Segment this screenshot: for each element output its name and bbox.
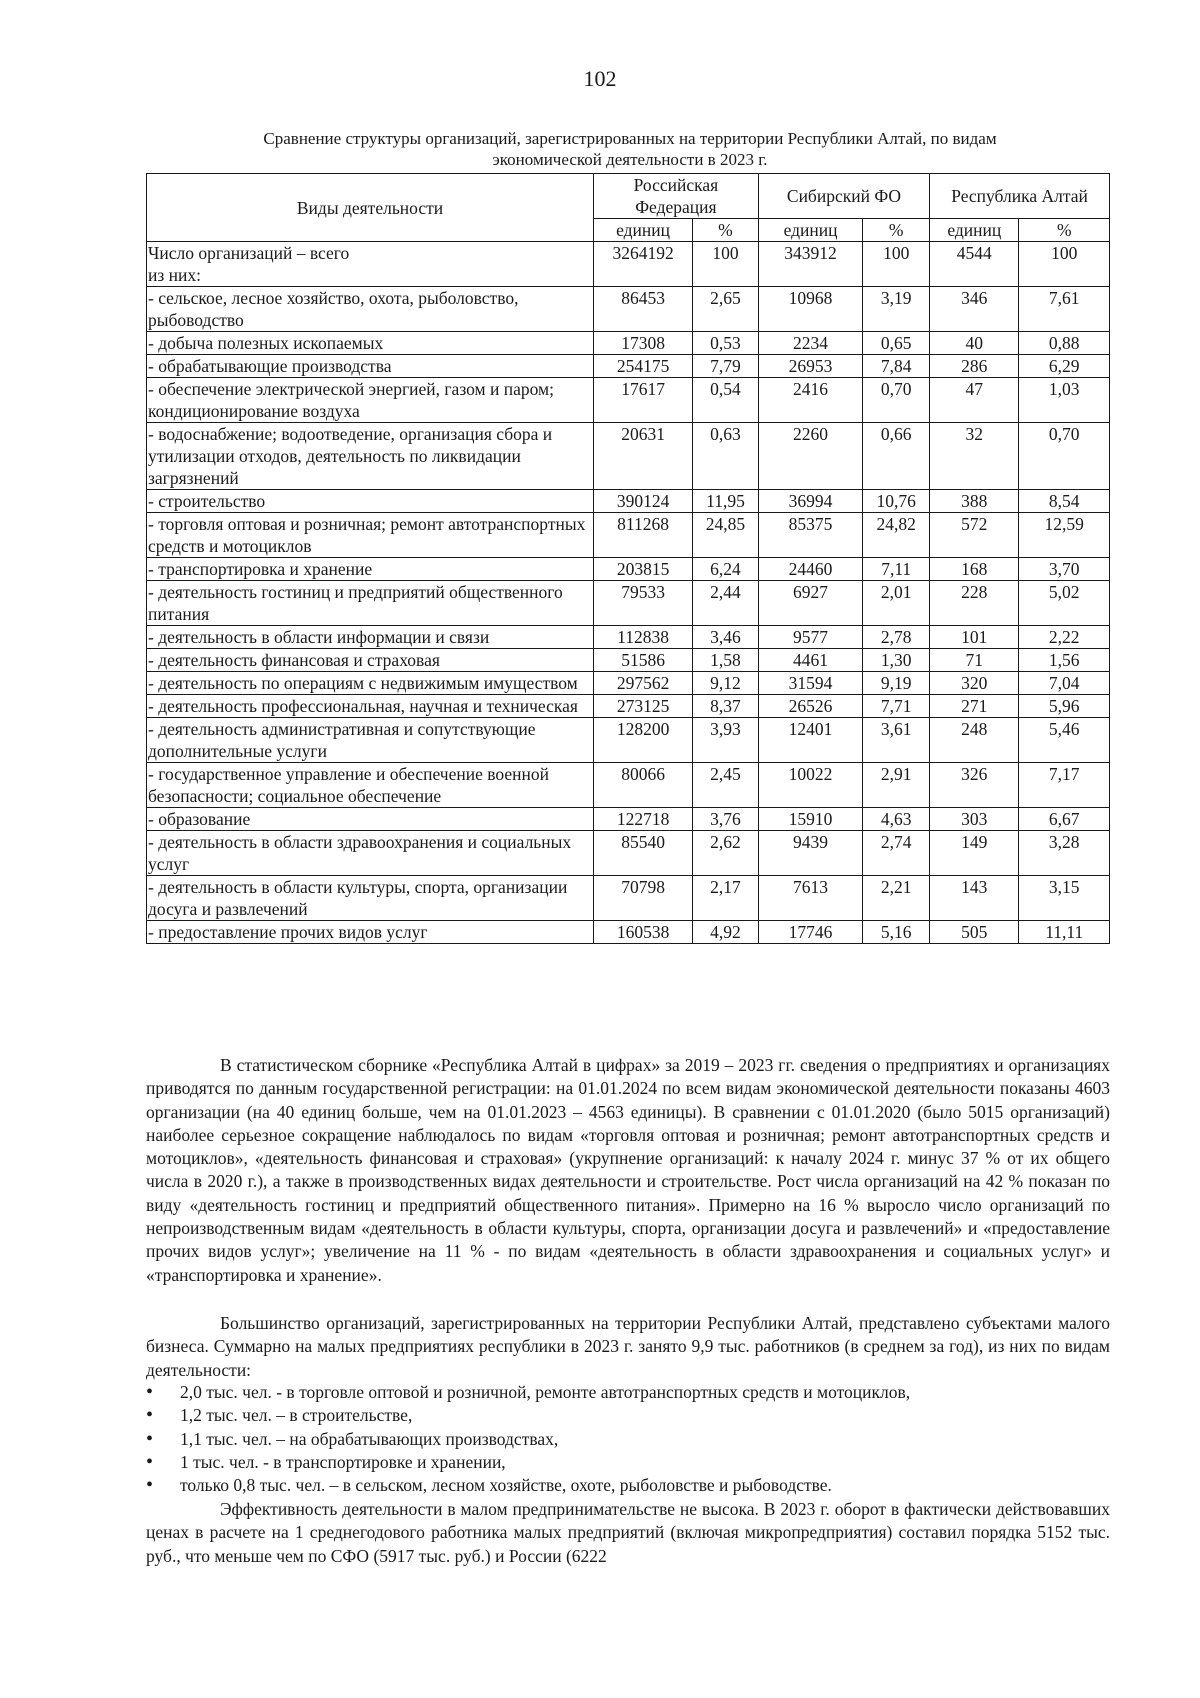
header-altai-republic: Республика Алтай (930, 174, 1110, 219)
rf-units-cell: 80066 (594, 763, 693, 808)
ra-percent-cell: 5,02 (1019, 581, 1110, 626)
rf-units-cell: 273125 (594, 695, 693, 718)
ra-percent-cell: 11,11 (1019, 921, 1110, 944)
table-row (147, 490, 1110, 513)
table-row (147, 626, 1110, 649)
table-row (147, 921, 1110, 944)
activity-cell: - деятельность финансовая и страховая (147, 649, 594, 672)
paragraph-1-text: В статистическом сборнике «Республика Алтай в цифрах» за 2019 – 2023 гг. сведения о предприятиях и организациях приводятся по данным государственной регистрации: на 01.01.2024 по всем видам экономической деятельности показаны 4603 организации (на 40 единиц больше, чем на 01.01.2023 – 4563 единицы). В сравнении с 01.01.2020 (было 5015 организаций) наиболее серьезное сокращение наблюдалось по видам «торговля оптовая и розничная; ремонт автотранспортных средств и мотоциклов», «деятельность финансовая и страховая» (укрупнение организаций: к началу 2024 г. минус 37 % от их общего числа в 2020 г.), а также в производственных видах деятельности и строительстве. Рост числа организаций на 42 % показан по виду «деятельность гостиниц и предприятий общественного питания». Примерно на 16 % выросло число организаций по непроизводственным видам «деятельность в области культуры, спорта, организации досуга и развлечений» и «предоставление прочих видов услуг»; увеличение на 11 % - по видам «деятельность в области здравоохранения и социальных услуг» и «транспортировка и хранение». (146, 1055, 1110, 1285)
activity-cell: - добыча полезных ископаемых (147, 332, 594, 355)
sfo-percent-cell: 0,70 (863, 378, 930, 423)
paragraph-1 (146, 1054, 1110, 1287)
paragraph-2 (146, 1312, 1110, 1382)
rf-percent-cell: 24,85 (693, 513, 759, 558)
rf-units-cell: 70798 (594, 876, 693, 921)
ra-percent-cell: 0,70 (1019, 423, 1110, 490)
table-title-line-2: экономической деятельности в 2023 г. (492, 150, 768, 169)
ra-units-cell: 346 (930, 287, 1019, 332)
rf-percent-cell: 6,24 (693, 558, 759, 581)
table-row (147, 718, 1110, 763)
rf-percent-cell: 11,95 (693, 490, 759, 513)
activity-cell: - строительство (147, 490, 594, 513)
sfo-units-cell: 2234 (758, 332, 862, 355)
sfo-units-cell: 7613 (758, 876, 862, 921)
table-row (147, 672, 1110, 695)
rf-units-cell: 128200 (594, 718, 693, 763)
rf-percent-cell: 7,79 (693, 355, 759, 378)
sfo-units-cell: 36994 (758, 490, 862, 513)
sfo-percent-cell: 0,65 (863, 332, 930, 355)
sfo-percent-cell: 2,78 (863, 626, 930, 649)
sfo-percent-cell: 4,63 (863, 808, 930, 831)
rf-units-cell: 297562 (594, 672, 693, 695)
ra-units-cell: 4544 (930, 242, 1019, 287)
sfo-units-cell: 31594 (758, 672, 862, 695)
rf-percent-cell: 8,37 (693, 695, 759, 718)
rf-percent-cell: 3,46 (693, 626, 759, 649)
statistics-table (146, 173, 1110, 944)
bullet-item: • 1,1 тыс. чел. – на обрабатывающих производствах, (146, 1428, 1110, 1451)
sfo-percent-cell: 0,66 (863, 423, 930, 490)
ra-units-cell: 32 (930, 423, 1019, 490)
rf-percent-cell: 2,45 (693, 763, 759, 808)
sfo-percent-cell: 2,21 (863, 876, 930, 921)
ra-units-cell: 320 (930, 672, 1019, 695)
sfo-percent-cell: 24,82 (863, 513, 930, 558)
ra-units-cell: 271 (930, 695, 1019, 718)
ra-percent-cell: 5,46 (1019, 718, 1110, 763)
table-row (147, 423, 1110, 490)
activity-cell: - деятельность в области здравоохранения и социальных услуг (147, 831, 594, 876)
sfo-units-cell: 9577 (758, 626, 862, 649)
activity-cell: - торговля оптовая и розничная; ремонт автотранспортных средств и мотоциклов (147, 513, 594, 558)
header-russian-federation: Российская Федерация (594, 174, 759, 219)
rf-percent-cell: 3,93 (693, 718, 759, 763)
rf-percent-cell: 0,54 (693, 378, 759, 423)
rf-percent-cell: 0,53 (693, 332, 759, 355)
sfo-percent-cell: 7,84 (863, 355, 930, 378)
table-row (147, 558, 1110, 581)
ra-units-cell: 40 (930, 332, 1019, 355)
ra-units-cell: 326 (930, 763, 1019, 808)
bullet-list (146, 1381, 1110, 1497)
ra-percent-cell: 3,15 (1019, 876, 1110, 921)
header-units: единиц (594, 219, 693, 242)
header-percent: % (1019, 219, 1110, 242)
sfo-units-cell: 12401 (758, 718, 862, 763)
header-units: единиц (758, 219, 862, 242)
ra-units-cell: 47 (930, 378, 1019, 423)
sfo-units-cell: 26526 (758, 695, 862, 718)
ra-units-cell: 71 (930, 649, 1019, 672)
header-percent: % (693, 219, 759, 242)
rf-units-cell: 811268 (594, 513, 693, 558)
sfo-units-cell: 9439 (758, 831, 862, 876)
rf-units-cell: 160538 (594, 921, 693, 944)
ra-units-cell: 303 (930, 808, 1019, 831)
table-row (147, 695, 1110, 718)
ra-units-cell: 143 (930, 876, 1019, 921)
rf-percent-cell: 0,63 (693, 423, 759, 490)
sfo-percent-cell: 3,19 (863, 287, 930, 332)
activity-cell: - обеспечение электрической энергией, газом и паром; кондиционирование воздуха (147, 378, 594, 423)
sfo-percent-cell: 2,01 (863, 581, 930, 626)
activity-cell: - обрабатывающие производства (147, 355, 594, 378)
ra-units-cell: 149 (930, 831, 1019, 876)
bullet-item: • только 0,8 тыс. чел. – в сельском, лесном хозяйстве, охоте, рыболовстве и рыбоводстве. (146, 1474, 1110, 1497)
rf-units-cell: 17617 (594, 378, 693, 423)
ra-percent-cell: 3,28 (1019, 831, 1110, 876)
bullet-item: • 2,0 тыс. чел. - в торговле оптовой и розничной, ремонте автотранспортных средств и мотоциклов, (146, 1381, 1110, 1404)
sfo-units-cell: 85375 (758, 513, 862, 558)
rf-units-cell: 254175 (594, 355, 693, 378)
header-units: единиц (930, 219, 1019, 242)
sfo-units-cell: 2260 (758, 423, 862, 490)
rf-units-cell: 20631 (594, 423, 693, 490)
activity-cell: - транспортировка и хранение (147, 558, 594, 581)
ra-percent-cell: 6,67 (1019, 808, 1110, 831)
ra-percent-cell: 1,03 (1019, 378, 1110, 423)
ra-percent-cell: 7,61 (1019, 287, 1110, 332)
table-title-line-1: Сравнение структуры организаций, зарегистрированных на территории Республики Алтай, по видам (263, 129, 997, 148)
activity-cell: Число организаций – всего из них: (147, 242, 594, 287)
sfo-percent-cell: 9,19 (863, 672, 930, 695)
activity-cell: - деятельность в области культуры, спорта, организации досуга и развлечений (147, 876, 594, 921)
activity-cell: - деятельность административная и сопутствующие дополнительные услуги (147, 718, 594, 763)
ra-units-cell: 228 (930, 581, 1019, 626)
header-percent: % (863, 219, 930, 242)
rf-units-cell: 203815 (594, 558, 693, 581)
sfo-units-cell: 6927 (758, 581, 862, 626)
rf-percent-cell: 4,92 (693, 921, 759, 944)
activity-cell: - деятельность по операциям с недвижимым имуществом (147, 672, 594, 695)
ra-percent-cell: 7,04 (1019, 672, 1110, 695)
ra-units-cell: 248 (930, 718, 1019, 763)
rf-units-cell: 3264192 (594, 242, 693, 287)
rf-units-cell: 79533 (594, 581, 693, 626)
sfo-percent-cell: 100 (863, 242, 930, 287)
table-body (147, 242, 1110, 944)
rf-units-cell: 86453 (594, 287, 693, 332)
bullet-item: • 1 тыс. чел. - в транспортировке и хранении, (146, 1451, 1110, 1474)
rf-percent-cell: 2,62 (693, 831, 759, 876)
sfo-units-cell: 343912 (758, 242, 862, 287)
paragraph-2-text: Большинство организаций, зарегистрированных на территории Республики Алтай, представлено субъектами малого бизнеса. Суммарно на малых предприятиях республики в 2023 г. занято 9,9 тыс. работников (в среднем за год), из них по видам деятельности: (146, 1313, 1110, 1380)
sfo-percent-cell: 10,76 (863, 490, 930, 513)
sfo-percent-cell: 7,11 (863, 558, 930, 581)
ra-percent-cell: 2,22 (1019, 626, 1110, 649)
sfo-units-cell: 10968 (758, 287, 862, 332)
rf-percent-cell: 1,58 (693, 649, 759, 672)
table-row (147, 763, 1110, 808)
sfo-percent-cell: 2,91 (863, 763, 930, 808)
activity-cell: - деятельность гостиниц и предприятий общественного питания (147, 581, 594, 626)
header-siberian-fd: Сибирский ФО (758, 174, 929, 219)
rf-percent-cell: 9,12 (693, 672, 759, 695)
rf-units-cell: 17308 (594, 332, 693, 355)
ra-percent-cell: 8,54 (1019, 490, 1110, 513)
rf-units-cell: 51586 (594, 649, 693, 672)
rf-units-cell: 85540 (594, 831, 693, 876)
header-activity: Виды деятельности (147, 174, 594, 242)
bullet-item: • 1,2 тыс. чел. – в строительстве, (146, 1404, 1110, 1427)
ra-percent-cell: 6,29 (1019, 355, 1110, 378)
paragraph-3-text: Эффективность деятельности в малом предпринимательстве не высока. В 2023 г. оборот в фактически действовавших ценах в расчете на 1 среднегодового работника малых предприятий (включая микропредприятия) составил порядка 5152 тыс. руб., что меньше чем по СФО (5917 тыс. руб.) и России (6222 (146, 1499, 1110, 1566)
ra-percent-cell: 0,88 (1019, 332, 1110, 355)
page-number: 102 (583, 66, 617, 91)
activity-cell: - деятельность профессиональная, научная и техническая (147, 695, 594, 718)
table-row (147, 513, 1110, 558)
sfo-percent-cell: 3,61 (863, 718, 930, 763)
table-row (147, 876, 1110, 921)
ra-units-cell: 168 (930, 558, 1019, 581)
ra-percent-cell: 5,96 (1019, 695, 1110, 718)
rf-percent-cell: 2,65 (693, 287, 759, 332)
rf-units-cell: 112838 (594, 626, 693, 649)
ra-percent-cell: 7,17 (1019, 763, 1110, 808)
table-title (180, 128, 1080, 170)
ra-percent-cell: 1,56 (1019, 649, 1110, 672)
ra-percent-cell: 100 (1019, 242, 1110, 287)
sfo-units-cell: 26953 (758, 355, 862, 378)
table-row (147, 242, 1110, 287)
sfo-units-cell: 4461 (758, 649, 862, 672)
table-row (147, 808, 1110, 831)
table-row (147, 581, 1110, 626)
table-row (147, 649, 1110, 672)
table-row (147, 378, 1110, 423)
ra-units-cell: 101 (930, 626, 1019, 649)
sfo-units-cell: 10022 (758, 763, 862, 808)
sfo-units-cell: 17746 (758, 921, 862, 944)
rf-units-cell: 390124 (594, 490, 693, 513)
rf-percent-cell: 2,44 (693, 581, 759, 626)
sfo-percent-cell: 5,16 (863, 921, 930, 944)
rf-percent-cell: 100 (693, 242, 759, 287)
paragraph-3 (146, 1498, 1110, 1568)
rf-percent-cell: 3,76 (693, 808, 759, 831)
activity-cell: - деятельность в области информации и связи (147, 626, 594, 649)
activity-cell: - водоснабжение; водоотведение, организация сбора и утилизации отходов, деятельность по ликвидации загрязнений (147, 423, 594, 490)
sfo-units-cell: 15910 (758, 808, 862, 831)
activity-cell: - образование (147, 808, 594, 831)
sfo-percent-cell: 2,74 (863, 831, 930, 876)
sfo-units-cell: 2416 (758, 378, 862, 423)
activity-cell: - предоставление прочих видов услуг (147, 921, 594, 944)
ra-units-cell: 388 (930, 490, 1019, 513)
sfo-percent-cell: 7,71 (863, 695, 930, 718)
activity-cell: - государственное управление и обеспечение военной безопасности; социальное обеспечение (147, 763, 594, 808)
table-row (147, 287, 1110, 332)
ra-units-cell: 286 (930, 355, 1019, 378)
ra-units-cell: 505 (930, 921, 1019, 944)
table-row (147, 332, 1110, 355)
ra-percent-cell: 3,70 (1019, 558, 1110, 581)
ra-percent-cell: 12,59 (1019, 513, 1110, 558)
rf-units-cell: 122718 (594, 808, 693, 831)
table-row (147, 355, 1110, 378)
table-row (147, 831, 1110, 876)
rf-percent-cell: 2,17 (693, 876, 759, 921)
ra-units-cell: 572 (930, 513, 1019, 558)
activity-cell: - сельское, лесное хозяйство, охота, рыболовство, рыбоводство (147, 287, 594, 332)
sfo-units-cell: 24460 (758, 558, 862, 581)
sfo-percent-cell: 1,30 (863, 649, 930, 672)
